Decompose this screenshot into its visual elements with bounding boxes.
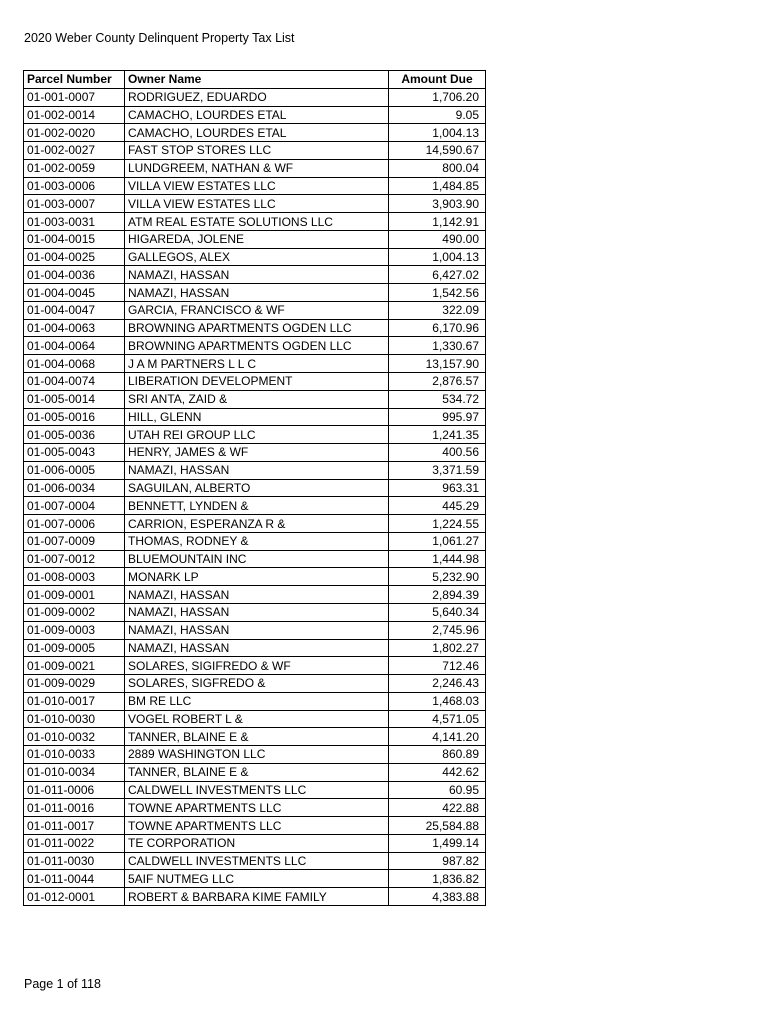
table-row xyxy=(24,834,486,852)
amount-due-cell: 1,004.13 xyxy=(389,124,486,142)
amount-due-cell: 400.56 xyxy=(389,444,486,462)
document-title: 2020 Weber County Delinquent Property Tax List xyxy=(24,31,295,45)
owner-name-cell: CARRION, ESPERANZA R & xyxy=(125,515,389,533)
owner-name-cell: SOLARES, SIGFREDO & xyxy=(125,675,389,693)
parcel-number-cell: 01-002-0020 xyxy=(24,124,125,142)
table-row xyxy=(24,781,486,799)
owner-name-cell: GALLEGOS, ALEX xyxy=(125,248,389,266)
amount-due-cell: 3,371.59 xyxy=(389,461,486,479)
amount-due-cell: 963.31 xyxy=(389,479,486,497)
table-row xyxy=(24,479,486,497)
parcel-number-cell: 01-011-0016 xyxy=(24,799,125,817)
amount-due-cell: 1,224.55 xyxy=(389,515,486,533)
amount-due-cell: 25,584.88 xyxy=(389,817,486,835)
owner-name-cell: HENRY, JAMES & WF xyxy=(125,444,389,462)
parcel-number-cell: 01-004-0045 xyxy=(24,284,125,302)
owner-name-cell: VILLA VIEW ESTATES LLC xyxy=(125,195,389,213)
parcel-number-cell: 01-002-0027 xyxy=(24,142,125,160)
parcel-number-cell: 01-010-0030 xyxy=(24,710,125,728)
table-row xyxy=(24,532,486,550)
table-row xyxy=(24,817,486,835)
parcel-number-cell: 01-009-0002 xyxy=(24,603,125,621)
table-row xyxy=(24,159,486,177)
owner-name-cell: CALDWELL INVESTMENTS LLC xyxy=(125,852,389,870)
table-row xyxy=(24,444,486,462)
parcel-number-cell: 01-004-0068 xyxy=(24,355,125,373)
owner-name-cell: UTAH REI GROUP LLC xyxy=(125,426,389,444)
parcel-number-cell: 01-011-0030 xyxy=(24,852,125,870)
owner-name-cell: VILLA VIEW ESTATES LLC xyxy=(125,177,389,195)
owner-name-cell: NAMAZI, HASSAN xyxy=(125,266,389,284)
parcel-number-cell: 01-001-0007 xyxy=(24,88,125,106)
owner-name-cell: NAMAZI, HASSAN xyxy=(125,603,389,621)
amount-due-cell: 4,141.20 xyxy=(389,728,486,746)
parcel-number-cell: 01-009-0005 xyxy=(24,639,125,657)
table-row xyxy=(24,728,486,746)
table-row xyxy=(24,675,486,693)
table-row xyxy=(24,586,486,604)
amount-due-cell: 987.82 xyxy=(389,852,486,870)
amount-due-cell: 1,330.67 xyxy=(389,337,486,355)
table-row xyxy=(24,568,486,586)
table-row xyxy=(24,461,486,479)
table-row xyxy=(24,142,486,160)
column-header-owner-name: Owner Name xyxy=(125,71,389,89)
owner-name-cell: SRI ANTA, ZAID & xyxy=(125,390,389,408)
owner-name-cell: VOGEL ROBERT L & xyxy=(125,710,389,728)
table-row xyxy=(24,497,486,515)
table-row xyxy=(24,870,486,888)
parcel-number-cell: 01-011-0006 xyxy=(24,781,125,799)
delinquent-tax-table xyxy=(23,70,486,906)
table-row xyxy=(24,373,486,391)
table-row xyxy=(24,763,486,781)
amount-due-cell: 1,468.03 xyxy=(389,692,486,710)
amount-due-cell: 860.89 xyxy=(389,746,486,764)
amount-due-cell: 1,542.56 xyxy=(389,284,486,302)
parcel-number-cell: 01-009-0029 xyxy=(24,675,125,693)
amount-due-cell: 5,232.90 xyxy=(389,568,486,586)
owner-name-cell: BM RE LLC xyxy=(125,692,389,710)
owner-name-cell: BLUEMOUNTAIN INC xyxy=(125,550,389,568)
parcel-number-cell: 01-003-0007 xyxy=(24,195,125,213)
owner-name-cell: ATM REAL ESTATE SOLUTIONS LLC xyxy=(125,213,389,231)
parcel-number-cell: 01-010-0034 xyxy=(24,763,125,781)
parcel-number-cell: 01-007-0004 xyxy=(24,497,125,515)
owner-name-cell: TOWNE APARTMENTS LLC xyxy=(125,817,389,835)
parcel-number-cell: 01-009-0003 xyxy=(24,621,125,639)
amount-due-cell: 1,061.27 xyxy=(389,532,486,550)
table-row xyxy=(24,408,486,426)
table-row xyxy=(24,621,486,639)
parcel-number-cell: 01-004-0025 xyxy=(24,248,125,266)
owner-name-cell: NAMAZI, HASSAN xyxy=(125,461,389,479)
table-row xyxy=(24,390,486,408)
amount-due-cell: 442.62 xyxy=(389,763,486,781)
parcel-number-cell: 01-007-0006 xyxy=(24,515,125,533)
amount-due-cell: 1,836.82 xyxy=(389,870,486,888)
amount-due-cell: 322.09 xyxy=(389,301,486,319)
parcel-number-cell: 01-003-0006 xyxy=(24,177,125,195)
owner-name-cell: TANNER, BLAINE E & xyxy=(125,728,389,746)
amount-due-cell: 2,246.43 xyxy=(389,675,486,693)
amount-due-cell: 1,484.85 xyxy=(389,177,486,195)
amount-due-cell: 995.97 xyxy=(389,408,486,426)
parcel-number-cell: 01-008-0003 xyxy=(24,568,125,586)
table-row xyxy=(24,799,486,817)
amount-due-cell: 422.88 xyxy=(389,799,486,817)
parcel-number-cell: 01-010-0017 xyxy=(24,692,125,710)
parcel-number-cell: 01-011-0022 xyxy=(24,834,125,852)
parcel-number-cell: 01-007-0009 xyxy=(24,532,125,550)
amount-due-cell: 1,706.20 xyxy=(389,88,486,106)
parcel-number-cell: 01-005-0036 xyxy=(24,426,125,444)
amount-due-cell: 800.04 xyxy=(389,159,486,177)
table-row xyxy=(24,639,486,657)
owner-name-cell: HIGAREDA, JOLENE xyxy=(125,230,389,248)
amount-due-cell: 13,157.90 xyxy=(389,355,486,373)
owner-name-cell: CAMACHO, LOURDES ETAL xyxy=(125,124,389,142)
table-row xyxy=(24,692,486,710)
owner-name-cell: NAMAZI, HASSAN xyxy=(125,586,389,604)
table-row xyxy=(24,746,486,764)
parcel-number-cell: 01-010-0033 xyxy=(24,746,125,764)
parcel-number-cell: 01-004-0074 xyxy=(24,373,125,391)
amount-due-cell: 534.72 xyxy=(389,390,486,408)
table-row xyxy=(24,337,486,355)
owner-name-cell: 2889 WASHINGTON LLC xyxy=(125,746,389,764)
parcel-number-cell: 01-005-0016 xyxy=(24,408,125,426)
owner-name-cell: SOLARES, SIGIFREDO & WF xyxy=(125,657,389,675)
table-row xyxy=(24,195,486,213)
table-row xyxy=(24,230,486,248)
table-row xyxy=(24,603,486,621)
owner-name-cell: NAMAZI, HASSAN xyxy=(125,621,389,639)
amount-due-cell: 2,894.39 xyxy=(389,586,486,604)
amount-due-cell: 2,745.96 xyxy=(389,621,486,639)
table-row xyxy=(24,657,486,675)
owner-name-cell: THOMAS, RODNEY & xyxy=(125,532,389,550)
owner-name-cell: ROBERT & BARBARA KIME FAMILY xyxy=(125,888,389,906)
owner-name-cell: FAST STOP STORES LLC xyxy=(125,142,389,160)
amount-due-cell: 1,142.91 xyxy=(389,213,486,231)
owner-name-cell: HILL, GLENN xyxy=(125,408,389,426)
amount-due-cell: 60.95 xyxy=(389,781,486,799)
table-row xyxy=(24,515,486,533)
table-row xyxy=(24,284,486,302)
page-number: Page 1 of 118 xyxy=(24,977,101,991)
table-row xyxy=(24,248,486,266)
parcel-number-cell: 01-005-0043 xyxy=(24,444,125,462)
owner-name-cell: BROWNING APARTMENTS OGDEN LLC xyxy=(125,337,389,355)
table-row xyxy=(24,106,486,124)
owner-name-cell: J A M PARTNERS L L C xyxy=(125,355,389,373)
owner-name-cell: RODRIGUEZ, EDUARDO xyxy=(125,88,389,106)
table-row xyxy=(24,301,486,319)
parcel-number-cell: 01-006-0005 xyxy=(24,461,125,479)
amount-due-cell: 9.05 xyxy=(389,106,486,124)
owner-name-cell: BENNETT, LYNDEN & xyxy=(125,497,389,515)
table-row xyxy=(24,88,486,106)
amount-due-cell: 712.46 xyxy=(389,657,486,675)
parcel-number-cell: 01-011-0044 xyxy=(24,870,125,888)
parcel-number-cell: 01-005-0014 xyxy=(24,390,125,408)
table-header-row xyxy=(24,71,486,89)
owner-name-cell: NAMAZI, HASSAN xyxy=(125,639,389,657)
owner-name-cell: LUNDGREEM, NATHAN & WF xyxy=(125,159,389,177)
amount-due-cell: 3,903.90 xyxy=(389,195,486,213)
owner-name-cell: SAGUILAN, ALBERTO xyxy=(125,479,389,497)
table-row xyxy=(24,550,486,568)
amount-due-cell: 4,571.05 xyxy=(389,710,486,728)
owner-name-cell: CALDWELL INVESTMENTS LLC xyxy=(125,781,389,799)
amount-due-cell: 445.29 xyxy=(389,497,486,515)
owner-name-cell: BROWNING APARTMENTS OGDEN LLC xyxy=(125,319,389,337)
parcel-number-cell: 01-002-0014 xyxy=(24,106,125,124)
amount-due-cell: 1,004.13 xyxy=(389,248,486,266)
amount-due-cell: 490.00 xyxy=(389,230,486,248)
parcel-number-cell: 01-009-0021 xyxy=(24,657,125,675)
parcel-number-cell: 01-004-0047 xyxy=(24,301,125,319)
owner-name-cell: CAMACHO, LOURDES ETAL xyxy=(125,106,389,124)
parcel-number-cell: 01-010-0032 xyxy=(24,728,125,746)
table-row xyxy=(24,355,486,373)
amount-due-cell: 1,802.27 xyxy=(389,639,486,657)
owner-name-cell: NAMAZI, HASSAN xyxy=(125,284,389,302)
parcel-number-cell: 01-003-0031 xyxy=(24,213,125,231)
table-row xyxy=(24,319,486,337)
column-header-parcel-number: Parcel Number xyxy=(24,71,125,89)
owner-name-cell: 5AIF NUTMEG LLC xyxy=(125,870,389,888)
table-body xyxy=(24,88,486,905)
parcel-number-cell: 01-002-0059 xyxy=(24,159,125,177)
parcel-number-cell: 01-012-0001 xyxy=(24,888,125,906)
amount-due-cell: 1,444.98 xyxy=(389,550,486,568)
amount-due-cell: 2,876.57 xyxy=(389,373,486,391)
amount-due-cell: 4,383.88 xyxy=(389,888,486,906)
owner-name-cell: MONARK LP xyxy=(125,568,389,586)
parcel-number-cell: 01-004-0063 xyxy=(24,319,125,337)
parcel-number-cell: 01-004-0036 xyxy=(24,266,125,284)
amount-due-cell: 5,640.34 xyxy=(389,603,486,621)
table-row xyxy=(24,852,486,870)
owner-name-cell: LIBERATION DEVELOPMENT xyxy=(125,373,389,391)
amount-due-cell: 1,241.35 xyxy=(389,426,486,444)
parcel-number-cell: 01-004-0064 xyxy=(24,337,125,355)
table-row xyxy=(24,124,486,142)
owner-name-cell: TE CORPORATION xyxy=(125,834,389,852)
table-row xyxy=(24,710,486,728)
parcel-number-cell: 01-009-0001 xyxy=(24,586,125,604)
parcel-number-cell: 01-006-0034 xyxy=(24,479,125,497)
owner-name-cell: GARCIA, FRANCISCO & WF xyxy=(125,301,389,319)
table-row xyxy=(24,177,486,195)
table-row xyxy=(24,213,486,231)
table-row xyxy=(24,426,486,444)
owner-name-cell: TOWNE APARTMENTS LLC xyxy=(125,799,389,817)
parcel-number-cell: 01-004-0015 xyxy=(24,230,125,248)
parcel-number-cell: 01-011-0017 xyxy=(24,817,125,835)
amount-due-cell: 1,499.14 xyxy=(389,834,486,852)
parcel-number-cell: 01-007-0012 xyxy=(24,550,125,568)
owner-name-cell: TANNER, BLAINE E & xyxy=(125,763,389,781)
table-row xyxy=(24,888,486,906)
amount-due-cell: 6,170.96 xyxy=(389,319,486,337)
amount-due-cell: 14,590.67 xyxy=(389,142,486,160)
column-header-amount-due: Amount Due xyxy=(389,71,486,89)
amount-due-cell: 6,427.02 xyxy=(389,266,486,284)
table-row xyxy=(24,266,486,284)
